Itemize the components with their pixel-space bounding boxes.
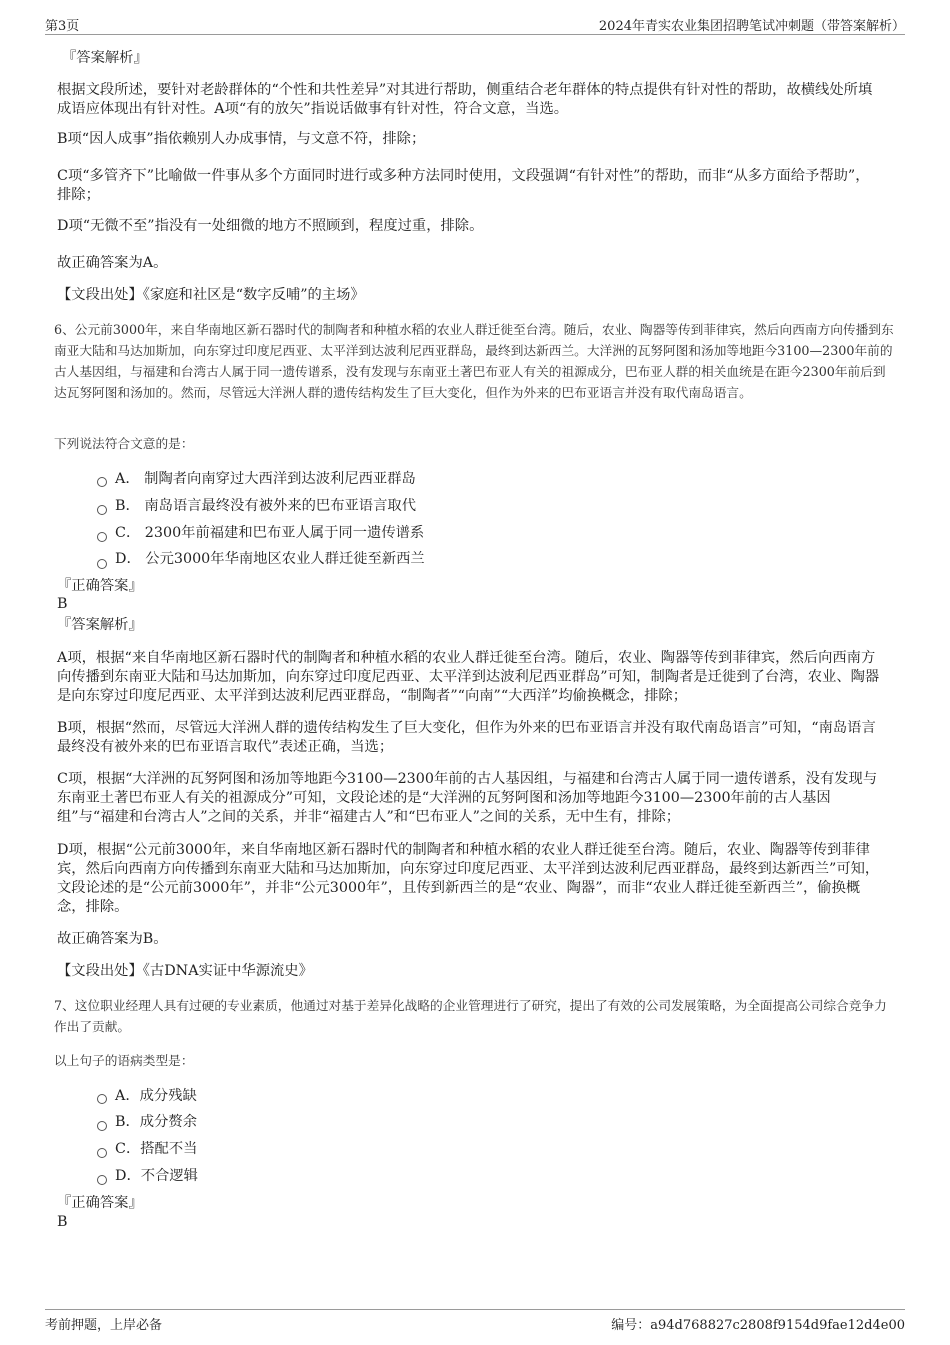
q5-analysis-paragraph: 根据文段所述，要针对老龄群体的“个性和共性差异”对其进行帮助，侧重结合老年群体的特点提供有针对性的帮助，故横线处所填成语应体现出有针对性。A项“有的放矢”指说话做事有针对性，符合文意，当选。 bbox=[57, 82, 873, 117]
q7-option-a-radio[interactable] bbox=[97, 1094, 107, 1104]
q5-source: 【文段出处】《家庭和社区是“数字反哺”的主场》 bbox=[57, 287, 365, 303]
q7-option-d-radio[interactable] bbox=[97, 1175, 107, 1185]
q6-option-c[interactable]: C． 2300年前福建和巴布亚人属于同一遗传谱系 bbox=[115, 525, 425, 541]
q6-analysis-title: 『答案解析』 bbox=[57, 617, 143, 633]
q6-answer: B bbox=[57, 596, 68, 612]
q7-prompt: 以上句子的语病类型是： bbox=[54, 1053, 194, 1068]
footer-slogan: 考前押题，上岸必备 bbox=[45, 1318, 163, 1333]
document-id: 编号：a94d768827c2808f9154d9fae12d4e00 bbox=[611, 1318, 905, 1333]
page-number: 第3页 bbox=[45, 19, 80, 34]
q5-analysis-title: 『答案解析』 bbox=[62, 50, 148, 66]
q6-analysis-paragraph: A项，根据“来自华南地区新石器时代的制陶者和种植水稻的农业人群迁徙至台湾。随后，农业、陶器等传到菲律宾，然后向西南方向传播到东南亚大陆和马达加斯加，向东穿过印度尼西亚、太平洋到达波利尼西亚群岛”可知，制陶者是迁徙到了台湾，农业、陶器是向东穿过印度尼西亚、太平洋到达波利尼西亚群岛，“制陶者”“向南”“大西洋”均偷换概念，排除； bbox=[57, 650, 880, 704]
q6-option-a-radio[interactable] bbox=[97, 477, 107, 487]
q6-option-b-radio[interactable] bbox=[97, 505, 107, 515]
q7-option-d[interactable]: D．不合逻辑 bbox=[115, 1168, 198, 1184]
q6-analysis-paragraph: D项，根据“公元前3000年，来自华南地区新石器时代的制陶者和种植水稻的农业人群迁徙至台湾。随后，农业、陶器等传到菲律宾，然后向西南方向传播到东南亚大陆和马达加斯加，向东穿过印度尼西亚、太平洋到达波利尼西亚群岛，最终到达新西兰”可知，文段论述的是“公元前3000年”，并非“公元3000年”，且传到新西兰的是“农业、陶器”，而非“农业人群迁徙至新西兰”，偷换概念，排除。 bbox=[57, 842, 880, 915]
q7-answer: B bbox=[57, 1214, 68, 1230]
document-title: 2024年青实农业集团招聘笔试冲刺题（带答案解析） bbox=[598, 19, 905, 34]
q6-option-d[interactable]: D． 公元3000年华南地区农业人群迁徙至新西兰 bbox=[115, 551, 425, 567]
q6-option-b[interactable]: B． 南岛语言最终没有被外来的巴布亚语言取代 bbox=[115, 498, 416, 514]
q5-analysis-paragraph: D项“无微不至”指没有一处细微的地方不照顾到，程度过重，排除。 bbox=[57, 218, 484, 234]
page-footer bbox=[45, 1309, 905, 1332]
q5-analysis-paragraph: C项“多管齐下”比喻做一件事从多个方面同时进行或多种方法同时使用，文段强调“有针对性”的帮助，而非“从多方面给予帮助”，排除； bbox=[57, 168, 870, 203]
q6-analysis-paragraph: C项，根据“大洋洲的瓦努阿图和汤加等地距今3100—2300年前的古人基因组，与福建和台湾古人属于同一遗传谱系，没有发现与东南亚土著巴布亚人有关的祖源成分”可知，文段论述的是“大洋洲的瓦努阿图和汤加等地距今3100—2300年前的古人基因组”与“福建和台湾古人”之间的关系，并非“福建古人”和“巴布亚人”之间的关系，无中生有，排除； bbox=[57, 771, 878, 825]
q6-answer-title: 『正确答案』 bbox=[57, 578, 143, 594]
q6-option-d-radio[interactable] bbox=[97, 559, 107, 569]
q7-answer-title: 『正确答案』 bbox=[57, 1195, 143, 1211]
page-header bbox=[45, 14, 905, 35]
q7-stem: 7、这位职业经理人具有过硬的专业素质，他通过对基于差异化战略的企业管理进行了研究，提出了有效的公司发展策略，为全面提高公司综合竞争力作出了贡献。 bbox=[54, 998, 887, 1034]
q7-option-b-radio[interactable] bbox=[97, 1121, 107, 1131]
q6-option-c-radio[interactable] bbox=[97, 532, 107, 542]
q7-option-c[interactable]: C．搭配不当 bbox=[115, 1141, 198, 1157]
q6-option-a[interactable]: A． 制陶者向南穿过大西洋到达波利尼西亚群岛 bbox=[115, 471, 416, 487]
q6-conclusion: 故正确答案为B。 bbox=[57, 931, 168, 947]
q6-source: 【文段出处】《古DNA实证中华源流史》 bbox=[57, 963, 313, 979]
q7-option-c-radio[interactable] bbox=[97, 1148, 107, 1158]
q6-stem: 6、公元前3000年，来自华南地区新石器时代的制陶者和种植水稻的农业人群迁徙至台湾。随后，农业、陶器等传到菲律宾，然后向西南方向传播到东南亚大陆和马达加斯加，向东穿过印度尼西亚、太平洋到达波利尼西亚群岛，最终到达新西兰。大洋洲的瓦努阿图和汤加等地距今3100—2300年前的古人基因组，与福建和台湾古人属于同一遗传谱系，没有发现与东南亚土著巴布亚人有关的祖源成分，巴布亚人群的相关血统是在距今2300年前后到达瓦努阿图和汤加的。然而，尽管远大洋洲人群的遗传结构发生了巨大变化，但作为外来的巴布亚语言并没有取代南岛语言。 bbox=[54, 322, 894, 400]
q7-option-b[interactable]: B．成分赘余 bbox=[115, 1114, 197, 1130]
q5-conclusion: 故正确答案为A。 bbox=[57, 255, 168, 271]
q6-prompt: 下列说法符合文意的是： bbox=[54, 436, 194, 451]
q6-analysis-paragraph: B项，根据“然而，尽管远大洋洲人群的遗传结构发生了巨大变化，但作为外来的巴布亚语言并没有取代南岛语言”可知，“南岛语言最终没有被外来的巴布亚语言取代”表述正确，当选； bbox=[57, 720, 876, 755]
q7-option-a[interactable]: A．成分残缺 bbox=[115, 1088, 197, 1104]
q5-analysis-paragraph: B项“因人成事”指依赖别人办成事情，与文意不符，排除； bbox=[57, 131, 426, 147]
